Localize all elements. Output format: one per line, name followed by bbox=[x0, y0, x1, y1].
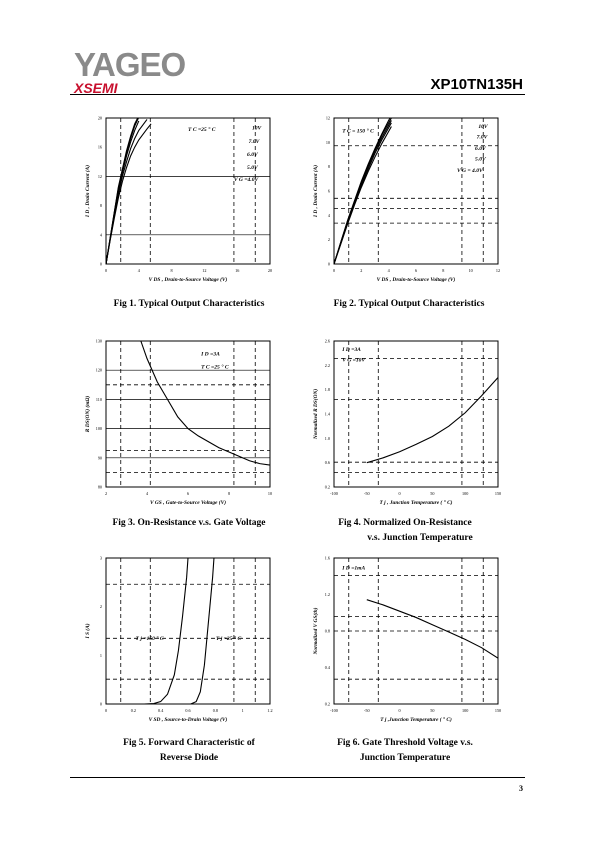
chart-annotation: 6.0V bbox=[247, 151, 258, 158]
chart-fig6 bbox=[308, 550, 508, 725]
chart-annotation: 7.0V bbox=[248, 138, 260, 145]
caption-fig2 bbox=[294, 297, 524, 312]
x-tick-label: 150 bbox=[494, 708, 502, 713]
y-tick-label: 1.8 bbox=[324, 387, 330, 393]
y-tick-label: 1.2 bbox=[324, 592, 330, 597]
y-tick-label: 2.2 bbox=[324, 362, 330, 368]
x-tick-label: 0.2 bbox=[130, 708, 136, 713]
x-tick-label: 2 bbox=[104, 491, 108, 496]
caption-fig5 bbox=[74, 736, 304, 766]
caption-fig6 bbox=[290, 736, 520, 766]
x-tick-label: 8 bbox=[442, 268, 445, 273]
y-tick-label: 6 bbox=[327, 188, 330, 194]
plot-frame bbox=[106, 341, 270, 487]
page-number: 3 bbox=[519, 784, 523, 793]
series-line-5 bbox=[334, 127, 391, 264]
x-tick-label: 100 bbox=[462, 491, 469, 496]
y-tick-label: 8 bbox=[99, 203, 102, 209]
y-tick-label: 2 bbox=[327, 237, 330, 243]
y-axis-label: I D , Drain Current (A) bbox=[313, 164, 319, 218]
chart-annotation: I D =3A bbox=[342, 347, 361, 354]
x-tick-label: 12 bbox=[495, 268, 501, 273]
x-tick-label: -50 bbox=[364, 708, 370, 713]
x-tick-label: 10 bbox=[468, 268, 473, 273]
x-tick-label: 6 bbox=[186, 491, 190, 496]
caption-fig4-line1: Fig 4. Normalized On-Resistance bbox=[338, 518, 472, 528]
y-axis-label: Normalized R DS(ON) bbox=[313, 388, 319, 440]
chart-annotation: 10V bbox=[251, 125, 262, 132]
y-tick-label: 4 bbox=[327, 212, 330, 218]
chart-annotation: 10V bbox=[478, 124, 488, 131]
x-axis-label: V DS , Drain-to-Source Voltage (V) bbox=[148, 277, 228, 283]
y-axis-label: I D , Drain Current (A) bbox=[85, 164, 91, 218]
chart-annotation: T C = 150 ° C bbox=[342, 128, 374, 135]
chart-annotation: I D =1mA bbox=[342, 565, 366, 572]
y-tick-label: 0.6 bbox=[324, 460, 330, 466]
y-tick-label: 2 bbox=[99, 604, 102, 610]
y-axis-label: I S (A) bbox=[85, 623, 91, 639]
x-tick-label: 12 bbox=[202, 268, 207, 273]
y-tick-label: 1.6 bbox=[324, 555, 330, 561]
caption-fig4-line2: v.s. Junction Temperature bbox=[367, 533, 473, 543]
part-number: XP10TN135H bbox=[430, 76, 523, 93]
caption-fig3 bbox=[74, 516, 304, 531]
x-axis-label: V GS , Gate-to-Source Voltage (V) bbox=[150, 500, 226, 506]
x-tick-label: 0.4 bbox=[158, 708, 164, 713]
chart-fig3 bbox=[80, 333, 280, 508]
y-tick-label: 0 bbox=[327, 261, 330, 267]
y-tick-label: 1.4 bbox=[324, 411, 330, 417]
y-axis-label: R DS(ON) (mΩ) bbox=[85, 395, 91, 433]
x-tick-label: 8 bbox=[227, 491, 231, 496]
series-line-4 bbox=[106, 119, 147, 264]
fig6-svg bbox=[308, 550, 508, 725]
header-divider bbox=[70, 94, 525, 95]
caption-fig5-line1: Fig 5. Forward Characteristic of bbox=[123, 738, 255, 748]
x-tick-label: 4 bbox=[145, 491, 149, 496]
y-tick-label: 12 bbox=[97, 173, 102, 179]
x-tick-label: 100 bbox=[462, 708, 469, 713]
y-tick-label: 12 bbox=[325, 115, 330, 121]
x-tick-label: 0 bbox=[398, 491, 401, 496]
caption-fig3-line1: Fig 3. On-Resistance v.s. Gate Voltage bbox=[112, 518, 266, 528]
y-tick-label: 3 bbox=[99, 555, 102, 561]
plot-frame bbox=[106, 558, 270, 704]
x-tick-label: 0 bbox=[332, 268, 336, 273]
y-tick-label: 10 bbox=[325, 139, 330, 145]
series-line-1 bbox=[106, 116, 139, 264]
series-line-1 bbox=[141, 341, 270, 465]
caption-fig1-line1: Fig 1. Typical Output Characteristics bbox=[113, 299, 265, 309]
chart-annotation: V G = 4.0V bbox=[457, 168, 483, 175]
caption-fig6-line1: Fig 6. Gate Threshold Voltage v.s. bbox=[337, 738, 473, 748]
x-axis-label: V SD , Source-to-Drain Voltage (V) bbox=[148, 717, 228, 723]
y-tick-label: 20 bbox=[97, 115, 102, 121]
chart-annotation: T C =25 ° C bbox=[201, 364, 229, 371]
x-tick-label: 0 bbox=[104, 268, 108, 273]
x-tick-label: -50 bbox=[364, 491, 370, 496]
x-tick-label: -100 bbox=[330, 491, 338, 496]
chart-annotation: T j =150 ° C bbox=[135, 635, 164, 642]
series-line-4 bbox=[334, 123, 391, 264]
caption-fig5-line2: Reverse Diode bbox=[159, 753, 219, 763]
logo-subbrand: XSEMI bbox=[74, 80, 118, 96]
x-tick-label: 1 bbox=[241, 708, 244, 713]
series-line-1 bbox=[367, 378, 498, 463]
x-tick-label: 4 bbox=[137, 268, 140, 273]
y-tick-label: 0.8 bbox=[324, 628, 330, 634]
y-tick-label: 80 bbox=[97, 484, 102, 490]
y-tick-label: 16 bbox=[97, 144, 102, 150]
y-tick-label: 1 bbox=[99, 652, 102, 658]
y-tick-label: 110 bbox=[95, 396, 102, 402]
chart-annotation: T C =25 ° C bbox=[188, 127, 216, 134]
fig3-svg bbox=[80, 333, 280, 508]
y-tick-label: 0 bbox=[99, 261, 102, 267]
y-tick-label: 130 bbox=[95, 338, 102, 344]
y-tick-label: 90 bbox=[97, 455, 102, 461]
series-line-1 bbox=[144, 558, 188, 704]
chart-fig4 bbox=[308, 333, 508, 508]
caption-fig2-line1: Fig 2. Typical Output Characteristics bbox=[333, 299, 485, 309]
x-tick-label: 6 bbox=[414, 268, 418, 273]
x-tick-label: 16 bbox=[235, 268, 240, 273]
y-tick-label: 2.6 bbox=[324, 338, 330, 344]
series-line-2 bbox=[191, 558, 214, 704]
y-tick-label: 1.0 bbox=[324, 435, 330, 441]
x-tick-label: 50 bbox=[430, 708, 435, 713]
caption-fig6-line2: Junction Temperature bbox=[359, 753, 451, 763]
y-tick-label: 8 bbox=[327, 164, 330, 170]
x-tick-label: 0 bbox=[104, 708, 108, 713]
x-tick-label: 150 bbox=[494, 491, 502, 496]
chart-annotation: 7.0V bbox=[476, 134, 488, 141]
x-tick-label: 8 bbox=[170, 268, 173, 273]
chart-annotation: T j =25 ° C bbox=[215, 635, 242, 642]
y-tick-label: 0.4 bbox=[324, 665, 330, 670]
chart-annotation: 6.0V bbox=[475, 146, 486, 153]
x-tick-label: 0.8 bbox=[212, 708, 218, 713]
chart-annotation: 5.0V bbox=[247, 165, 258, 172]
fig1-svg bbox=[80, 110, 280, 285]
x-tick-label: 1.2 bbox=[267, 708, 273, 713]
chart-fig2 bbox=[308, 110, 508, 285]
caption-fig1 bbox=[74, 297, 304, 312]
series-line-3 bbox=[106, 121, 139, 264]
x-tick-label: 4 bbox=[387, 268, 390, 273]
fig4-svg bbox=[308, 333, 508, 508]
y-tick-label: 0 bbox=[99, 701, 102, 707]
x-tick-label: 20 bbox=[267, 268, 273, 273]
fig2-svg bbox=[308, 110, 508, 285]
series-line-2 bbox=[334, 118, 391, 264]
y-tick-label: 4 bbox=[99, 232, 102, 238]
x-tick-label: 2 bbox=[360, 268, 363, 273]
chart-annotation: I D =3A bbox=[201, 351, 220, 358]
x-tick-label: 10 bbox=[267, 491, 273, 496]
series-line-1 bbox=[367, 600, 498, 658]
chart-fig5 bbox=[80, 550, 280, 725]
x-tick-label: -100 bbox=[330, 708, 338, 713]
yageo-logo bbox=[74, 48, 185, 95]
footer-divider bbox=[70, 777, 525, 778]
y-axis-label: Normalized V GS(th) bbox=[313, 607, 319, 655]
x-axis-label: T j ,Junction Temperature ( ° C) bbox=[380, 717, 452, 723]
y-tick-label: 120 bbox=[95, 367, 102, 373]
x-tick-label: 0.6 bbox=[185, 708, 191, 713]
x-tick-label: 50 bbox=[430, 491, 435, 496]
y-tick-label: 0.2 bbox=[324, 484, 330, 490]
x-axis-label: V DS , Drain-to-Source Voltage (V) bbox=[376, 277, 456, 283]
logo-wordmark: YAGEO bbox=[74, 46, 186, 83]
y-tick-label: 0.2 bbox=[324, 701, 330, 707]
fig5-svg bbox=[80, 550, 280, 725]
x-axis-label: T j , Junction Temperature ( ° C) bbox=[379, 500, 453, 506]
y-tick-label: 100 bbox=[95, 426, 102, 432]
caption-fig4 bbox=[290, 516, 520, 546]
chart-annotation: V G =10V bbox=[342, 357, 366, 364]
chart-annotation: V G =4.0V bbox=[233, 176, 259, 183]
chart-annotation: 5.0V bbox=[475, 156, 486, 163]
chart-fig1 bbox=[80, 110, 280, 285]
x-tick-label: 0 bbox=[398, 708, 401, 713]
